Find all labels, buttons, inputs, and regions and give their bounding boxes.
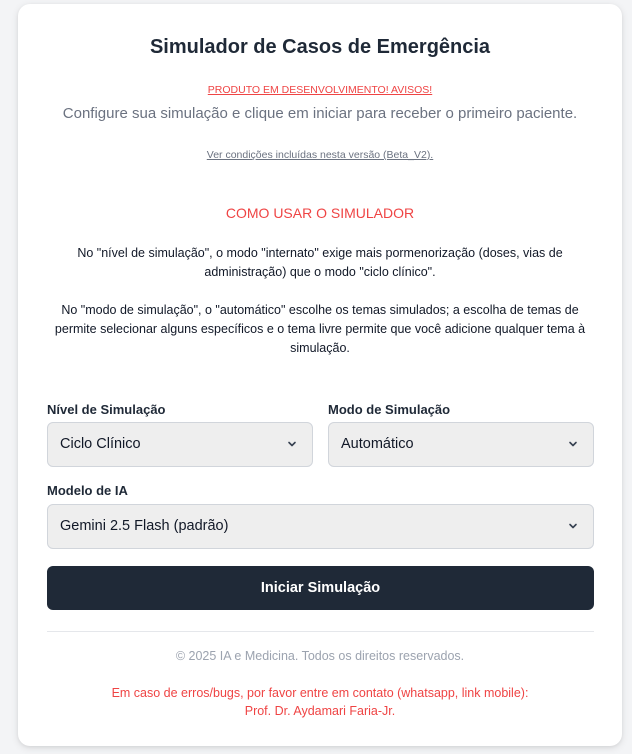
chevron-down-icon	[286, 438, 298, 450]
warning-link[interactable]: PRODUTO EM DESENVOLVIMENTO! AVISOS!	[207, 84, 433, 96]
modelo-label: Modelo de IA	[47, 483, 128, 498]
nivel-select-value: Ciclo Clínico	[60, 436, 141, 452]
nivel-label: Nível de Simulação	[47, 402, 166, 417]
modelo-select[interactable]	[47, 504, 594, 549]
modo-label: Modo de Simulação	[328, 402, 451, 417]
modo-select-value: Automático	[341, 436, 414, 452]
copyright-text: © 2025 IA e Medicina. Todos os direitos reservados.	[175, 649, 465, 663]
nivel-select[interactable]	[47, 422, 313, 467]
modelo-select-value: Gemini 2.5 Flash (padrão)	[60, 518, 229, 534]
footer-divider	[47, 631, 594, 632]
page-title: Simulador de Casos de Emergência	[149, 36, 491, 58]
howto-title: COMO USAR O SIMULADOR	[225, 205, 415, 221]
howto-paragraph-modo: No "modo de simulação", o "automático" escolhe os temas simulados; a escolha de temas de permite selecionar alguns específicos e o tema livre permite que você adicione qualquer tema à simulação.	[54, 303, 586, 355]
modo-select[interactable]	[328, 422, 594, 467]
conditions-link[interactable]: Ver condições incluídas nesta versão (Beta_V2).	[206, 149, 434, 161]
chevron-down-icon	[567, 438, 579, 450]
contact-info	[18, 684, 622, 720]
start-simulation-button[interactable]: Iniciar Simulação	[47, 566, 594, 610]
contact-author: Prof. Dr. Aydamari Faria-Jr.	[244, 704, 396, 718]
howto-paragraph-nivel: No "nível de simulação", o modo "internato" exige mais pormenorização (doses, vias de administração) que o modo "ciclo clínico".	[77, 246, 563, 279]
chevron-down-icon	[567, 520, 579, 532]
contact-line: Em caso de erros/bugs, por favor entre em contato (whatsapp, link mobile):	[111, 686, 529, 700]
simulator-card	[18, 4, 622, 746]
subtitle: Configure sua simulação e clique em iniciar para receber o primeiro paciente.	[62, 105, 578, 122]
